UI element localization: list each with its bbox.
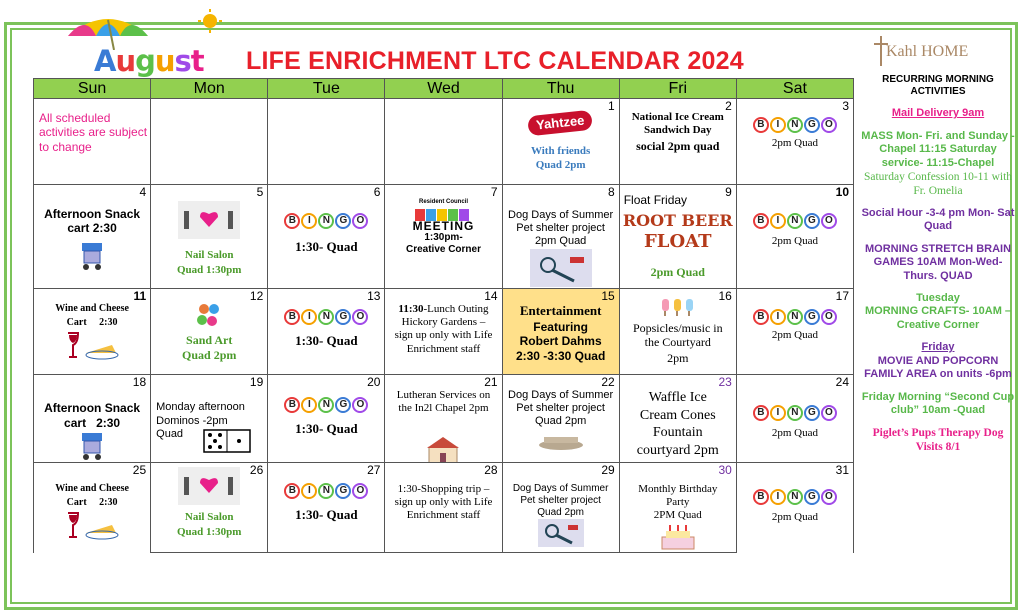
therapy-dog-visits: Piglet’s Pups Therapy Dog Visits 8/1 bbox=[872, 427, 1004, 454]
calendar-cell-2 bbox=[619, 99, 736, 185]
day-number: 17 bbox=[835, 289, 849, 303]
bingo-ball: I bbox=[770, 117, 786, 133]
calendar-cell-12 bbox=[151, 289, 268, 375]
event-line: 2pm Quad bbox=[534, 235, 587, 247]
calendar-cell-6 bbox=[268, 185, 385, 289]
calendar-cell-9 bbox=[619, 185, 736, 289]
snack-cart-icon bbox=[34, 431, 150, 463]
calendar-cell-empty bbox=[385, 99, 502, 185]
day-number: 12 bbox=[249, 289, 264, 303]
bingo-icon bbox=[737, 485, 853, 505]
day-number: 18 bbox=[132, 375, 147, 389]
bingo-ball: N bbox=[787, 117, 803, 133]
bingo-ball: G bbox=[804, 405, 820, 421]
bingo-ball: N bbox=[318, 309, 334, 325]
day-number: 22 bbox=[601, 375, 615, 389]
movie-popcorn: MOVIE AND POPCORN FAMILY AREA on units -6pm bbox=[864, 354, 1012, 381]
event-line: Monthly Birthday Party bbox=[638, 483, 718, 509]
bingo-ball: B bbox=[753, 405, 769, 421]
calendar-cell-20 bbox=[268, 375, 385, 463]
event-line: 2pm Quad bbox=[771, 427, 818, 439]
day-number: 8 bbox=[608, 185, 615, 199]
page-title: LIFE ENRICHMENT LTC CALENDAR 2024 bbox=[246, 47, 744, 75]
event-line: Popsicles/music in the Courtyard bbox=[632, 321, 723, 350]
day-number: 10 bbox=[835, 185, 849, 199]
bingo-ball: G bbox=[335, 483, 351, 499]
event-line: With friends bbox=[530, 145, 591, 157]
event-line: Cart 2:30 bbox=[66, 317, 118, 328]
day-number: 6 bbox=[373, 185, 381, 199]
calendar-cell-1 bbox=[502, 99, 619, 185]
event-line: Pet shelter project bbox=[516, 402, 605, 414]
second-cup-club: Friday Morning “Second Cup club” 10am -Quad bbox=[861, 390, 1015, 416]
day-number: 14 bbox=[484, 289, 498, 303]
bingo-ball: G bbox=[804, 489, 820, 505]
event-line: Pet shelter project bbox=[516, 222, 605, 234]
bingo-ball: O bbox=[352, 397, 368, 413]
bingo-ball: O bbox=[821, 489, 837, 505]
calendar-cell-4 bbox=[34, 185, 151, 289]
bingo-ball: O bbox=[352, 483, 368, 499]
bingo-ball: N bbox=[787, 489, 803, 505]
day-header-sat: Sat bbox=[736, 79, 853, 99]
bingo-icon bbox=[737, 113, 853, 133]
event-line: Float Friday bbox=[623, 193, 688, 207]
pet-supplies-icon bbox=[503, 249, 619, 289]
calendar-cell-7 bbox=[385, 185, 502, 289]
day-number: 25 bbox=[132, 463, 147, 477]
bingo-ball: I bbox=[770, 405, 786, 421]
event-line: Dog Days of Summer bbox=[512, 483, 609, 494]
bingo-ball: N bbox=[787, 309, 803, 325]
event-line: Dog Days of Summer bbox=[508, 209, 614, 221]
day-number: 24 bbox=[835, 375, 849, 389]
day-number: 23 bbox=[718, 375, 732, 389]
recurring-activities-sidebar bbox=[858, 36, 1018, 463]
mail-delivery: Mail Delivery 9am bbox=[891, 107, 985, 120]
pet-bed-icon bbox=[503, 431, 619, 456]
calendar-cell-10 bbox=[736, 185, 853, 289]
sand-art-icon bbox=[151, 301, 267, 334]
birthday-cake-icon bbox=[620, 523, 736, 553]
popsicle-icon bbox=[620, 297, 736, 322]
calendar-cell-13 bbox=[268, 289, 385, 375]
bingo-ball: I bbox=[770, 309, 786, 325]
day-number: 7 bbox=[490, 185, 498, 199]
day-number: 3 bbox=[842, 99, 849, 113]
day-number: 28 bbox=[484, 463, 498, 477]
bingo-ball: B bbox=[753, 213, 769, 229]
event-line: 2:30 -3:30 Quad bbox=[515, 349, 606, 363]
calendar-cell-3 bbox=[736, 99, 853, 185]
wine-cheese-icon bbox=[34, 511, 150, 546]
event-line: Monday afternoon bbox=[156, 401, 245, 413]
calendar-cell-25 bbox=[34, 463, 151, 553]
bingo-ball: O bbox=[821, 213, 837, 229]
bingo-icon bbox=[268, 305, 384, 325]
bingo-ball: B bbox=[753, 309, 769, 325]
event-line: 1:30- Quad bbox=[295, 333, 358, 348]
event-line: 1:30- Quad bbox=[295, 507, 358, 522]
bingo-icon bbox=[268, 479, 384, 499]
event-line: Quad 1:30pm bbox=[176, 264, 242, 276]
calendar-cell-21 bbox=[385, 375, 502, 463]
calendar-cell-31 bbox=[736, 463, 853, 553]
calendar-cell-27 bbox=[268, 463, 385, 553]
event-line: 2pm Quad bbox=[771, 329, 818, 341]
calendar-cell-26 bbox=[151, 463, 268, 553]
bingo-ball: B bbox=[753, 489, 769, 505]
day-number: 31 bbox=[835, 463, 849, 477]
event-line: 2pm Quad bbox=[771, 235, 818, 247]
council-logo-word: MEETING bbox=[412, 219, 475, 233]
bingo-icon bbox=[737, 209, 853, 229]
calendar-cell-23 bbox=[619, 375, 736, 463]
day-number: 26 bbox=[249, 463, 264, 477]
bingo-ball: B bbox=[284, 213, 300, 229]
bingo-ball: I bbox=[301, 397, 317, 413]
day-number: 19 bbox=[249, 375, 264, 389]
kahl-home-logo bbox=[858, 36, 1018, 74]
calendar-cell-24 bbox=[736, 375, 853, 463]
bingo-ball: G bbox=[335, 397, 351, 413]
event-line: Pet shelter project bbox=[520, 495, 601, 506]
day-header-sun: Sun bbox=[34, 79, 151, 99]
calendar-cell-5 bbox=[151, 185, 268, 289]
day-number: 9 bbox=[725, 185, 732, 199]
event-line: Lutheran Services on the In2l Chapel 2pm bbox=[396, 389, 491, 415]
event-line: Quad 2pm bbox=[182, 348, 237, 362]
bingo-ball: N bbox=[318, 213, 334, 229]
event-line: 2pm bbox=[667, 351, 689, 365]
bingo-icon bbox=[737, 305, 853, 325]
calendar-cell-note bbox=[34, 99, 151, 185]
calendar-grid bbox=[33, 78, 854, 553]
sun-icon bbox=[196, 9, 224, 33]
month-word: August bbox=[94, 44, 204, 78]
bingo-ball: N bbox=[318, 483, 334, 499]
morning-stretch: MORNING STRETCH BRAIN GAMES 10AM Mon-Wed-Thurs. QUAD bbox=[864, 242, 1012, 282]
bingo-ball: I bbox=[770, 489, 786, 505]
bingo-ball: I bbox=[301, 483, 317, 499]
day-header-mon: Mon bbox=[151, 79, 268, 99]
event-line: Quad bbox=[156, 428, 184, 440]
day-number: 5 bbox=[256, 185, 264, 199]
bingo-ball: B bbox=[284, 483, 300, 499]
day-number: 13 bbox=[367, 289, 381, 303]
bingo-ball: B bbox=[284, 397, 300, 413]
calendar-cell-empty bbox=[268, 99, 385, 185]
bingo-ball: G bbox=[804, 309, 820, 325]
nail-polish-icon bbox=[151, 201, 267, 244]
calendar-cell-19 bbox=[151, 375, 268, 463]
root-beer-logo: ROOT BEER bbox=[622, 211, 733, 230]
event-line: Wine and Cheese bbox=[55, 303, 129, 314]
event-line: Dominos -2pm bbox=[156, 415, 228, 427]
bingo-ball: G bbox=[335, 309, 351, 325]
bingo-ball: O bbox=[821, 117, 837, 133]
calendar-cell-15 bbox=[502, 289, 619, 375]
event-line: Waffle Ice Cream Cones Fountain courtyard 2pm bbox=[636, 390, 719, 458]
day-number: 21 bbox=[484, 375, 498, 389]
event-line: Nail Salon bbox=[184, 511, 234, 523]
event-line: National Ice Cream Sandwich Day bbox=[631, 111, 724, 137]
logo-text: Kahl HOME bbox=[886, 43, 969, 60]
nail-polish-icon bbox=[151, 467, 267, 510]
day-number: 4 bbox=[139, 185, 147, 199]
calendar-cell-30 bbox=[619, 463, 736, 553]
event-line: Cart 2:30 bbox=[66, 497, 118, 508]
calendar-cell-29 bbox=[502, 463, 619, 553]
event-line: Quad 1:30pm bbox=[176, 526, 242, 538]
calendar-cell-empty bbox=[151, 99, 268, 185]
wine-cheese-icon bbox=[34, 331, 150, 366]
event-line: Nail Salon bbox=[184, 249, 234, 261]
day-header-fri: Fri bbox=[619, 79, 736, 99]
domino-icon bbox=[203, 429, 251, 458]
calendar-cell-22 bbox=[502, 375, 619, 463]
bingo-ball: O bbox=[352, 309, 368, 325]
day-number: 27 bbox=[367, 463, 381, 477]
calendar-cell-8 bbox=[502, 185, 619, 289]
day-number: 30 bbox=[718, 463, 732, 477]
bingo-ball: N bbox=[787, 213, 803, 229]
morning-crafts: MORNING CRAFTS- 10AM – Creative Corner bbox=[864, 305, 1012, 331]
event-line: Sand Art bbox=[186, 333, 233, 347]
bingo-icon bbox=[737, 401, 853, 421]
friday-label: Friday bbox=[921, 341, 955, 354]
event-line: Entertainment bbox=[519, 303, 602, 318]
bingo-ball: O bbox=[352, 213, 368, 229]
day-number: 29 bbox=[601, 463, 615, 477]
event-line: Robert Dahms bbox=[519, 334, 602, 348]
event-line: 1:30pm- bbox=[424, 232, 463, 243]
bingo-ball: N bbox=[787, 405, 803, 421]
event-line: Afternoon Snack cart 2:30 bbox=[44, 207, 141, 236]
event-line: 11:30-Lunch Outing Hickory Gardens – sign up only with Life Enrichment staff bbox=[394, 303, 493, 355]
event-line: Creative Corner bbox=[405, 244, 481, 255]
bingo-ball: G bbox=[335, 213, 351, 229]
bingo-icon bbox=[268, 393, 384, 413]
event-line: Dog Days of Summer bbox=[508, 389, 614, 401]
day-number: 11 bbox=[133, 289, 147, 303]
yahtzee-logo: Yahtzee bbox=[503, 113, 619, 133]
calendar-cell-14 bbox=[385, 289, 502, 375]
bingo-ball: I bbox=[301, 213, 317, 229]
bingo-ball: B bbox=[753, 117, 769, 133]
calendar-cell-17 bbox=[736, 289, 853, 375]
event-line: social 2pm quad bbox=[636, 139, 720, 153]
social-hour: Social Hour -3-4 pm Mon- Sat Quad bbox=[861, 207, 1015, 233]
bingo-ball: O bbox=[821, 309, 837, 325]
event-line: 2pm Quad bbox=[771, 137, 818, 149]
event-line: Quad 2pm bbox=[534, 415, 587, 427]
day-number: 2 bbox=[725, 99, 732, 113]
day-header-wed: Wed bbox=[385, 79, 502, 99]
snack-cart-icon bbox=[34, 241, 150, 276]
day-number: 20 bbox=[367, 375, 381, 389]
pet-supplies-icon bbox=[503, 519, 619, 552]
event-line: cart 2:30 bbox=[64, 416, 121, 430]
bingo-ball: B bbox=[284, 309, 300, 325]
event-line: Quad 2pm bbox=[535, 159, 586, 171]
calendar-cell-18 bbox=[34, 375, 151, 463]
event-line: 2PM Quad bbox=[653, 509, 702, 521]
bingo-ball: G bbox=[804, 213, 820, 229]
event-line: Afternoon Snack bbox=[44, 401, 141, 415]
float-logo: FLOAT bbox=[644, 231, 712, 252]
bingo-ball: I bbox=[301, 309, 317, 325]
day-number: 1 bbox=[608, 99, 615, 113]
bingo-ball: O bbox=[821, 405, 837, 421]
day-header-tue: Tue bbox=[268, 79, 385, 99]
event-line: 2pm Quad bbox=[771, 511, 818, 523]
bingo-ball: N bbox=[318, 397, 334, 413]
tuesday-label: Tuesday bbox=[916, 292, 960, 305]
day-number: 15 bbox=[601, 289, 615, 303]
event-line: 1:30- Quad bbox=[295, 421, 358, 436]
event-line: 2pm Quad bbox=[650, 265, 705, 279]
council-logo-top: Resident Council bbox=[418, 199, 468, 205]
event-line: 1:30-Shopping trip – sign up only with Life Enrichment staff bbox=[394, 483, 493, 522]
event-line: Wine and Cheese bbox=[55, 483, 129, 494]
bingo-ball: G bbox=[804, 117, 820, 133]
day-header-thu: Thu bbox=[502, 79, 619, 99]
event-line: Featuring bbox=[533, 320, 588, 334]
sidebar-heading: RECURRING MORNING ACTIVITIES bbox=[882, 74, 994, 98]
event-line: Quad 2pm bbox=[537, 507, 584, 518]
confession-schedule: Saturday Confession 10-11 with Fr. Omelia bbox=[863, 171, 1013, 198]
event-line: 1:30- Quad bbox=[295, 239, 358, 254]
bingo-icon bbox=[268, 209, 384, 229]
calendar-cell-28 bbox=[385, 463, 502, 553]
bingo-ball: I bbox=[770, 213, 786, 229]
schedule-note: All scheduled activities are subject to change bbox=[39, 111, 148, 154]
day-number: 16 bbox=[718, 289, 732, 303]
mass-schedule: MASS Mon- Fri. and Sunday -Chapel 11:15 Saturday service- 11:15-Chapel bbox=[861, 129, 1015, 169]
calendar-cell-11 bbox=[34, 289, 151, 375]
chapel-icon bbox=[385, 435, 501, 463]
calendar-cell-16 bbox=[619, 289, 736, 375]
